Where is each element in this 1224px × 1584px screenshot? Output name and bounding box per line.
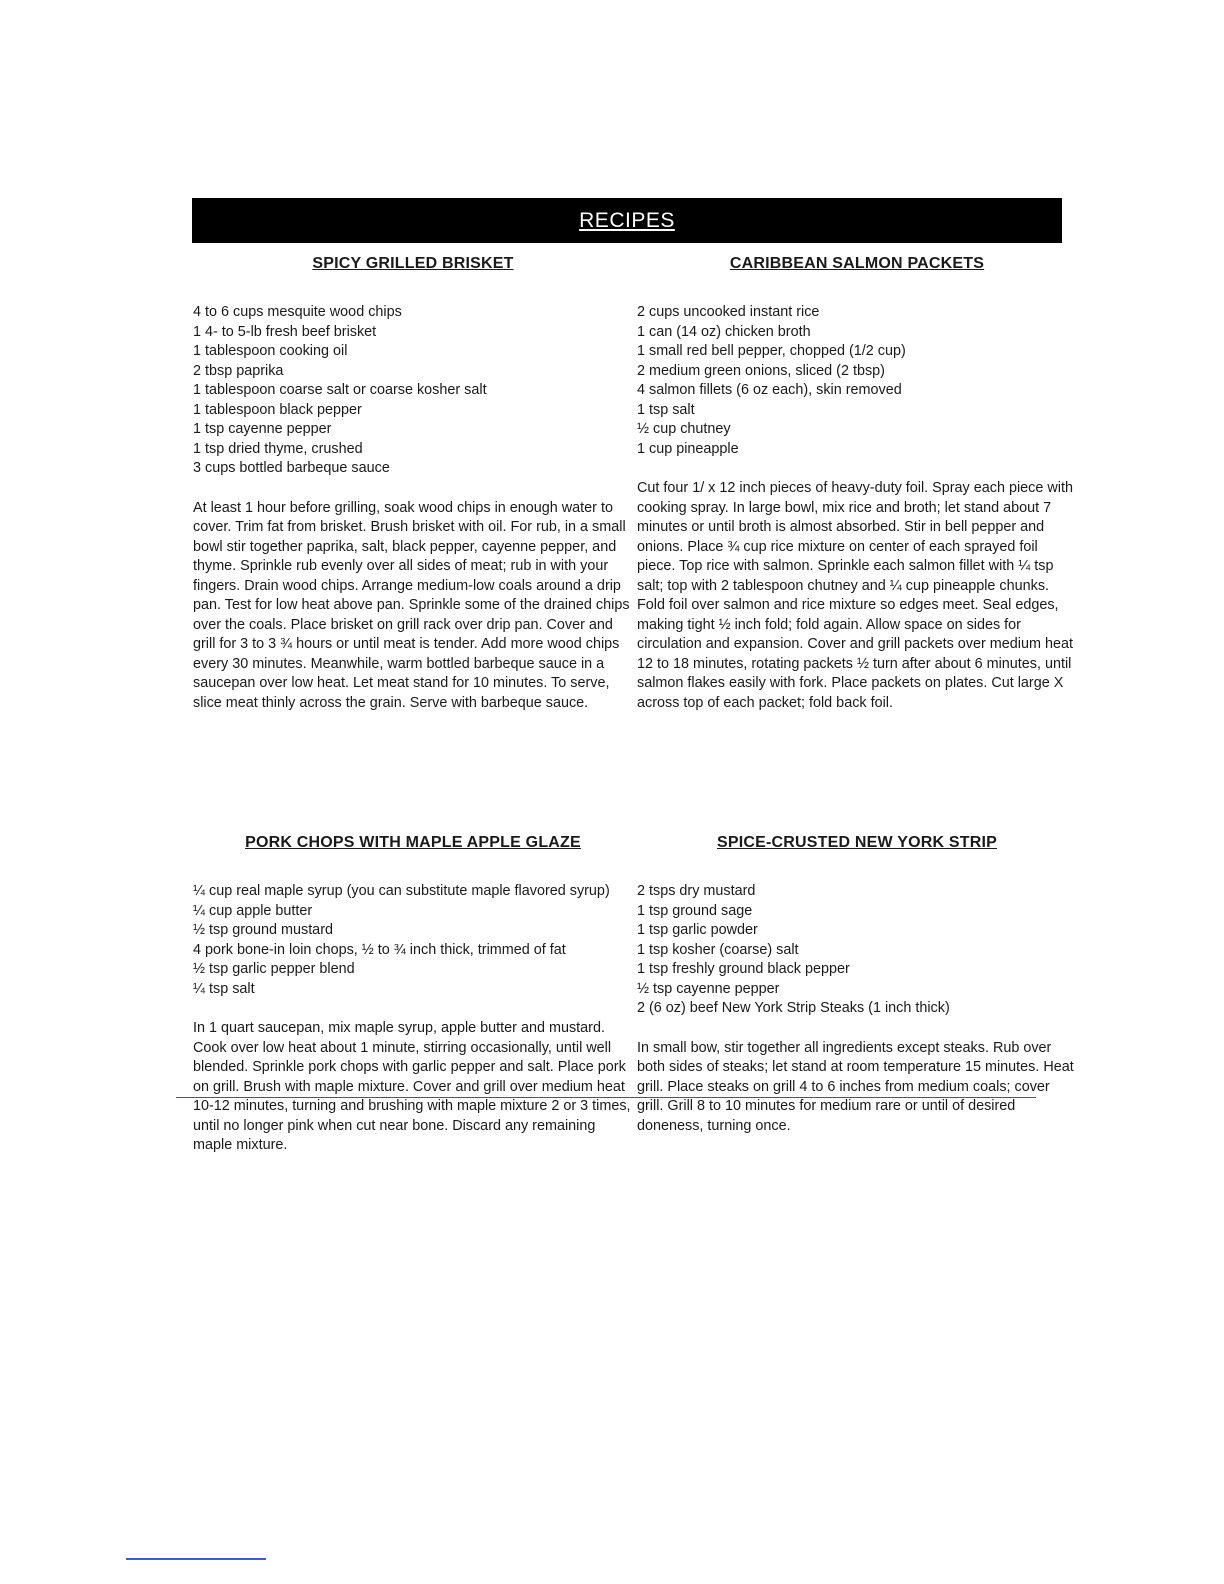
ingredient-item: ¼ cup real maple syrup (you can substitute maple flavored syrup) [193, 883, 610, 899]
ingredient-item: 1 tsp kosher (coarse) salt [637, 941, 799, 958]
ingredient-list [193, 303, 633, 479]
ingredient-item: 1 can (14 oz) chicken broth [637, 323, 811, 340]
ingredient-item: 2 tsps dry mustard [637, 883, 756, 899]
recipe-title: SPICE-CRUSTED NEW YORK STRIP [717, 834, 997, 851]
footer-rule [126, 1558, 266, 1560]
ingredient-item: 2 cups uncooked instant rice [637, 304, 820, 320]
ingredient-list [637, 303, 1077, 459]
ingredient-item: ¼ cup apple butter [193, 902, 313, 919]
ingredient-item: 1 tsp ground sage [637, 902, 753, 919]
ingredient-item: ½ cup chutney [637, 421, 731, 437]
recipe-title: PORK CHOPS WITH MAPLE APPLE GLAZE [245, 834, 581, 851]
ingredient-item: 4 pork bone-in loin chops, ½ to ¾ inch thick, trimmed of fat [193, 941, 566, 958]
recipe-directions: At least 1 hour before grilling, soak wood chips in enough water to cover. Trim fat from brisket. Brush brisket with oil. For rub, in a small bowl stir together paprika, salt, black pepper, cayenne pepper, and thyme. Sprinkle rub evenly over all sides of meat; rub in with your fingers. Drain wood chips. Arrange medium-low coals around a drip pan. Test for low heat above pan. Sprinkle some of the drained chips over the coals. Place brisket on grill rack over drip pan. Cover and grill for 3 to 3 ¾ hours or until meat is tender. Add more wood chips every 30 minutes. Meanwhile, warm bottled barbeque sauce in a saucepan over low heat. Let meat stand for 10 minutes. To serve, slice meat thinly across the grain. Serve with barbeque sauce. [193, 499, 630, 711]
recipe-directions: Cut four 1/ x 12 inch pieces of heavy-duty foil. Spray each piece with cooking spray. In large bowl, mix rice and broth; let stand about 7 minutes or until broth is almost absorbed. Stir in bell pepper and onions. Place ¾ cup rice mixture on center of each sprayed foil piece. Top rice with salmon. Sprinkle each salmon fillet with ¼ tsp salt; top with 2 tablespoon chutney and ¼ cup pineapple chunks. Fold foil over salmon and rice mixture so edges meet. Seal edges, making tight ½ inch fold; fold again. Allow space on sides for circulation and expansion. Cover and grill packets over medium heat 12 to 18 minutes, rotating packets ½ turn after about 6 minutes, until salmon flakes easily with fork. Place packets on plates. Cut large X across top of each packet; fold back foil. [637, 480, 1073, 711]
ingredient-item: 1 tablespoon cooking oil [193, 343, 348, 359]
ingredient-item: 1 tablespoon coarse salt or coarse kosher salt [193, 382, 487, 398]
ingredient-item: 2 tbsp paprika [193, 362, 284, 379]
ingredient-item: 1 tsp garlic powder [637, 922, 758, 938]
recipe-title: SPICY GRILLED BRISKET [312, 255, 514, 272]
recipes-banner [192, 198, 1062, 243]
recipe-pork-chops-maple-apple-glaze [193, 834, 633, 1156]
page-title: RECIPES [579, 208, 675, 232]
ingredient-item: 1 tablespoon black pepper [193, 401, 362, 418]
ingredient-list [637, 882, 1077, 1019]
ingredient-item: 2 medium green onions, sliced (2 tbsp) [637, 362, 885, 379]
ingredient-item: 1 small red bell pepper, chopped (1/2 cup) [637, 343, 906, 359]
ingredient-item: ½ tsp cayenne pepper [637, 980, 780, 997]
ingredient-item: 1 tsp cayenne pepper [193, 421, 332, 437]
recipe-spicy-grilled-brisket [193, 255, 633, 713]
ingredient-item: ½ tsp garlic pepper blend [193, 961, 355, 977]
recipe-caribbean-salmon-packets [637, 255, 1077, 713]
ingredient-item: 1 cup pineapple [637, 440, 739, 457]
ingredient-item: 3 cups bottled barbeque sauce [193, 460, 390, 476]
ingredient-item: 1 tsp dried thyme, crushed [193, 440, 363, 457]
recipe-title: CARIBBEAN SALMON PACKETS [729, 255, 985, 272]
scan-artifact-line [176, 1097, 1036, 1098]
ingredient-item: 1 4- to 5-lb fresh beef brisket [193, 323, 377, 340]
ingredient-item: 4 salmon fillets (6 oz each), skin removed [637, 382, 902, 398]
ingredient-item: 1 tsp salt [637, 401, 695, 418]
ingredient-item: 2 (6 oz) beef New York Strip Steaks (1 inch thick) [637, 1000, 950, 1016]
ingredient-item: ½ tsp ground mustard [193, 922, 333, 938]
ingredient-list [193, 882, 633, 999]
ingredient-item: ¼ tsp salt [193, 980, 255, 997]
recipe-directions: In 1 quart saucepan, mix maple syrup, apple butter and mustard. Cook over low heat about 1 minute, stirring occasionally, until well blended. Sprinkle pork chops with garlic pepper and salt. Place pork on grill. Brush with maple mixture. Cover and grill over medium heat 10-12 minutes, turning and brushing with maple mixture 2 or 3 times, until no longer pink when cut near bone. Discard any remaining maple mixture. [193, 1020, 631, 1153]
recipe-directions: In small bow, stir together all ingredients except steaks. Rub over both sides of steaks; let stand at room temperature 15 minutes. Heat grill. Place steaks on grill 4 to 6 inches from medium coals; cover grill. Grill 8 to 10 minutes for medium rare or until of desired doneness, turning once. [637, 1039, 1074, 1134]
ingredient-item: 1 tsp freshly ground black pepper [637, 961, 850, 977]
recipe-spice-crusted-new-york-strip [637, 834, 1077, 1136]
ingredient-item: 4 to 6 cups mesquite wood chips [193, 304, 402, 320]
